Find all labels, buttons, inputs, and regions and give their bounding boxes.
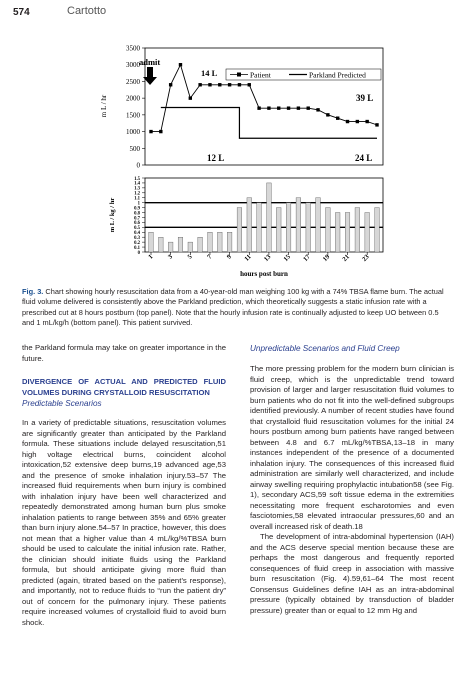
- parkland-predicted-line: [161, 108, 377, 139]
- bottom-ytick-label: 1.5: [134, 176, 140, 182]
- bottom-ytick-label: 0.9: [134, 206, 140, 212]
- bottom-bar: [335, 213, 340, 252]
- patient-point: [159, 130, 162, 133]
- patient-point: [248, 83, 251, 86]
- patient-point: [365, 120, 368, 123]
- bottom-bar: [306, 203, 311, 252]
- bottom-ylabel: m L / kg / hr: [109, 197, 116, 233]
- patient-point: [326, 113, 329, 116]
- bottom-bar: [178, 237, 183, 252]
- bottom-xtick-label: 9: [225, 253, 234, 261]
- bottom-bar: [276, 208, 281, 252]
- subheading-predictable: Predictable Scenarios: [22, 399, 102, 408]
- subheading-unpredictable: Unpredictable Scenarios and Fluid Creep: [250, 344, 400, 353]
- bottom-bar: [217, 232, 222, 252]
- bottom-bar: [296, 198, 301, 252]
- bottom-bar: [159, 237, 164, 252]
- top-ytick-label: 0: [136, 161, 140, 170]
- bottom-ytick-label: 1: [137, 201, 140, 207]
- right-para-2: The development of intra-abdominal hypertension (IAH) and the ACS deserve special mention because these are perhaps the most dangerous and frequently reported consequences of fluid creep in association with massive burn resuscitation (Fig. 4).59,61–64 The most recent Consensus Guidelines define IAH as an intra-abdominal pressure (typically obtained by transduction of bladder pressure) greater than or equal to 12 mm Hg and: [250, 532, 454, 615]
- bottom-ytick-label: 0.3: [134, 236, 140, 241]
- patient-point: [179, 63, 182, 66]
- legend-patient-marker: [237, 73, 241, 77]
- admit-annotation: admit: [139, 57, 161, 67]
- bottom-ytick-label: 1.4: [134, 181, 140, 187]
- bottom-xtick-label: 19: [321, 253, 332, 264]
- label-39L: 39 L: [356, 93, 374, 103]
- bottom-bar: [208, 232, 213, 252]
- bottom-bar: [198, 237, 203, 252]
- bottom-bar: [326, 208, 331, 252]
- patient-point: [336, 117, 339, 120]
- bottom-xtick-label: 5: [186, 253, 194, 261]
- left-column: [22, 343, 226, 628]
- patient-point: [297, 106, 300, 109]
- page-number: 574: [13, 7, 30, 18]
- bottom-bar: [227, 232, 232, 252]
- patient-point: [316, 108, 319, 111]
- patient-point: [356, 120, 359, 123]
- bottom-bar: [168, 242, 173, 252]
- label-24L: 24 L: [355, 153, 373, 163]
- top-ytick-label: 500: [129, 144, 140, 153]
- label-14L: 14 L: [201, 68, 218, 78]
- bottom-xtick-label: 13: [262, 253, 273, 264]
- bottom-xtick-label: 23: [361, 253, 371, 264]
- top-ytick-label: 3000: [126, 61, 140, 70]
- bottom-ytick-label: 1.3: [134, 186, 140, 192]
- bottom-ytick-label: 1.1: [134, 196, 140, 202]
- bottom-xtick-label: 11: [243, 253, 253, 263]
- bottom-bar: [375, 208, 380, 252]
- patient-point: [189, 96, 192, 99]
- bottom-xtick-label: 3: [166, 253, 175, 261]
- bottom-ytick-label: 0: [137, 250, 140, 256]
- top-ylabel: m L / hr: [100, 94, 108, 118]
- bottom-bar: [345, 213, 350, 252]
- right-column: [250, 343, 454, 616]
- bottom-ytick-label: 0.7: [134, 216, 140, 222]
- bottom-bar: [188, 242, 193, 252]
- right-para-1: The more pressing problem for the modern burn clinician is fluid creep, which is the unpredictable trend toward provision of larger and larger resuscitation fluid volumes to burn patients who do not fit into the well-defined subgroups identified previously. A number of recent studies have found that crystalloid fluid resuscitation volumes for the initial 24 hours postburn among burn patients have ranged between between 4.8 and 6.7 mL/kg/%TBSA,13–18 in many instances independent of the presence of a documented inhalation injury. The consequences of this increased fluid administration are similarly well characterized, and include airway swelling requiring prophylactic intubation58 (see Fig. 1), secondary ACS,59 soft tissue edema in the extremities necessitating more frequent escharotomies and even fasciotomies,58 elevated intraocular pressures,60 and an overall increased risk of death.18: [250, 364, 454, 531]
- left-para-0: the Parkland formula may take on greater importance in the future.: [22, 343, 226, 363]
- bottom-xlabel: hours post burn: [240, 270, 288, 278]
- bottom-ytick-label: 0.1: [134, 245, 140, 251]
- patient-point: [228, 83, 231, 86]
- bottom-bar: [237, 208, 242, 252]
- top-ytick-label: 2500: [126, 77, 140, 86]
- bottom-bar: [355, 208, 360, 252]
- patient-point: [208, 83, 211, 86]
- bottom-bar: [257, 203, 262, 252]
- patient-point: [149, 130, 152, 133]
- figure-3-charts: [95, 40, 395, 284]
- bottom-ytick-label: 0.5: [134, 226, 140, 232]
- figure-caption: [22, 287, 452, 328]
- patient-point: [287, 106, 290, 109]
- figure-caption-text: Chart showing hourly resuscitation data from a 40-year-old man weighing 100 kg with a 74% TBSA flame burn. The actual fluid volume delivered is consistently above the Parkland prediction, which theoretically suggests a static infusion rate with a prescribed cut at 8 hours postburn (top panel). Note that the hourly infusion rate is continually adjusted to keep UO between 0.5 and 1 mL/kg/h (bottom panel). This patient survived.: [22, 287, 444, 327]
- patient-point: [307, 106, 310, 109]
- bottom-ytick-label: 0.4: [134, 231, 140, 237]
- top-ytick-label: 2000: [126, 94, 140, 103]
- bottom-bar: [149, 232, 154, 252]
- bottom-bar: [267, 183, 272, 252]
- patient-point: [267, 106, 270, 109]
- patient-point: [277, 106, 280, 109]
- figure-3: [95, 40, 395, 284]
- bottom-xtick-label: 21: [341, 253, 351, 264]
- legend-patient-label: Patient: [250, 70, 271, 80]
- patient-point: [346, 120, 349, 123]
- bottom-ytick-label: 1.2: [134, 191, 140, 197]
- bottom-xtick-label: 1: [147, 253, 155, 261]
- bottom-ytick-label: 0.8: [134, 211, 140, 217]
- patient-point: [257, 106, 260, 109]
- bottom-bar: [316, 198, 321, 252]
- bottom-bar: [286, 203, 291, 252]
- top-ytick-label: 1500: [126, 111, 140, 120]
- figure-caption-label: Fig. 3.: [22, 287, 44, 296]
- top-ytick-label: 1000: [126, 128, 140, 137]
- patient-point: [238, 83, 241, 86]
- bottom-xtick-label: 17: [302, 253, 312, 264]
- running-header-author: Cartotto: [67, 5, 107, 17]
- label-12L: 12 L: [207, 153, 225, 163]
- patient-point: [169, 83, 172, 86]
- bottom-xtick-label: 7: [206, 253, 214, 261]
- bottom-ytick-label: 0.6: [134, 221, 140, 227]
- bottom-ytick-label: 0.2: [134, 240, 140, 246]
- legend-parkland-label: Parkland Predicted: [309, 70, 366, 80]
- bottom-xtick-label: 15: [282, 253, 292, 264]
- patient-point: [375, 123, 378, 126]
- top-ytick-label: 3500: [126, 44, 140, 53]
- section-heading-divergence: DIVERGENCE OF ACTUAL AND PREDICTED FLUID VOLUMES DURING CRYSTALLOID RESUSCITATION: [22, 377, 226, 397]
- bottom-bar: [247, 198, 252, 252]
- patient-point: [218, 83, 221, 86]
- bottom-bar: [365, 213, 370, 252]
- patient-point: [198, 83, 201, 86]
- left-para-1: In a variety of predictable situations, resuscitation volumes are significantly greater than anticipated by the Parkland formula. These situations include delayed resuscitation,51 high voltage electrical burns, coincident alcohol intoxication,52 extensive deep burns,19 advanced age,53 and the presence of smoke inhalation injury.53–57 The increased fluid requirements when burn injury is combined with inhalation injury have been well characterized and repeatedly demonstrated among human burn plus smoke inhalation patients to range between 35% and 65% greater than burn injury alone.54–57 In practice, however, this does not mean that a higher value than 4 mL/kg/%TBSA burn should be used to calculate the initial infusion rate. Rather, the clinician should initiate fluids using the Parkland formula, but should anticipate giving more fluid than predicted (again, titrated based on the patient’s response), and importantly, not to reduce fluids to “run the patient dry” out of concern for the pulmonary injury. These patients require increased volumes of crystalloid fluid to avoid burn shock.: [22, 418, 226, 627]
